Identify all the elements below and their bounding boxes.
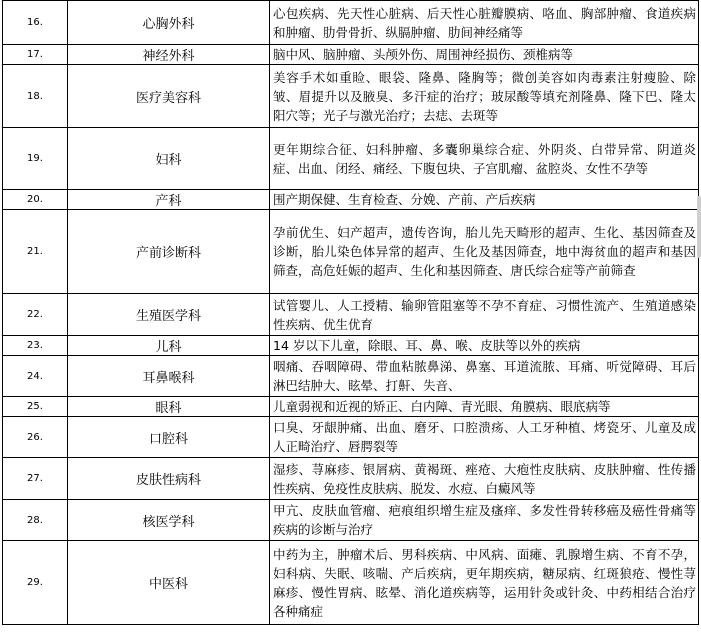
row-number: 25.	[3, 397, 68, 417]
row-number: 24.	[3, 356, 68, 397]
department-scope: 甲亢、皮肤血管瘤、疤痕组织增生症及瘙痒、多发性骨转移癌及癌性骨痛等疾病的诊断与治疗	[270, 500, 699, 541]
row-number: 22.	[3, 294, 68, 336]
table-row	[3, 294, 699, 336]
department-name: 儿科	[68, 336, 270, 356]
scrollbar[interactable]	[697, 196, 701, 258]
table-row	[3, 417, 699, 458]
row-number: 27.	[3, 458, 68, 500]
department-name: 产科	[68, 190, 270, 210]
table-row	[3, 356, 699, 397]
department-scope: 美容手术如重睑、眼袋、隆鼻、隆胸等；微创美容如肉毒素注射瘦脸、除皱、眉提升以及腋臭、多汗症的治疗；玻尿酸等填充剂隆鼻、隆下巴、隆太阳穴等；光子与激光治疗；去痣、去斑等	[270, 65, 699, 128]
row-number: 21.	[3, 210, 68, 294]
department-table	[2, 0, 699, 625]
department-name: 医疗美容科	[68, 65, 270, 128]
department-name: 产前诊断科	[68, 210, 270, 294]
row-number: 16.	[3, 1, 68, 45]
department-scope: 14 岁以下儿童，除眼、耳、鼻、喉、皮肤等以外的疾病	[270, 336, 699, 356]
row-number: 28.	[3, 500, 68, 541]
row-number: 29.	[3, 541, 68, 625]
table-row	[3, 397, 699, 417]
department-scope: 咽痛、吞咽障碍、带血粘脓鼻涕、鼻塞、耳道流脓、耳痛、听觉障碍、耳后淋巴结肿大、眩晕、打鼾、失音、	[270, 356, 699, 397]
row-number: 26.	[3, 417, 68, 458]
department-scope: 口臭、牙龈肿痛、出血、磨牙、口腔溃疡、人工牙种植、烤瓷牙、儿童及成人正畸治疗、唇腭裂等	[270, 417, 699, 458]
table-row	[3, 500, 699, 541]
department-name: 心胸外科	[68, 1, 270, 45]
department-name: 口腔科	[68, 417, 270, 458]
department-scope: 中药为主，肿瘤术后、男科疾病、中风病、面瘫、乳腺增生病、不育不孕，妇科病、失眠、咳喘、产后疾病，更年期疾病，糖尿病、红斑狼疮、慢性荨麻疹、慢性胃病、眩晕、消化道疾病等，运用针灸或针灸、中药相结合治疗各种痛症	[270, 541, 699, 625]
row-number: 23.	[3, 336, 68, 356]
department-scope: 围产期保健、生育检查、分娩、产前、产后疾病	[270, 190, 699, 210]
department-name: 生殖医学科	[68, 294, 270, 336]
department-name: 眼科	[68, 397, 270, 417]
department-name: 耳鼻喉科	[68, 356, 270, 397]
table-row	[3, 210, 699, 294]
table-row	[3, 1, 699, 45]
row-number: 17.	[3, 45, 68, 65]
table-row	[3, 65, 699, 128]
table-row	[3, 458, 699, 500]
row-number: 20.	[3, 190, 68, 210]
department-name: 妇科	[68, 128, 270, 190]
row-number: 18.	[3, 65, 68, 128]
table-row	[3, 541, 699, 625]
department-name: 中医科	[68, 541, 270, 625]
department-scope: 试管婴儿、人工授精、输卵管阻塞等不孕不育症、习惯性流产、生殖道感染性疾病、优生优育	[270, 294, 699, 336]
department-name: 神经外科	[68, 45, 270, 65]
department-scope: 孕前优生、妇产超声，遗传咨询，胎儿先天畸形的超声、生化、基因筛查及诊断，胎儿染色体异常的超声、生化及基因筛查，地中海贫血的超声和基因筛查，高危妊娠的超声、生化和基因筛查、唐氏综合症等产前筛查	[270, 210, 699, 294]
department-name: 皮肤性病科	[68, 458, 270, 500]
department-scope: 心包疾病、先天性心脏病、后天性心脏瓣膜病、咯血、胸部肿瘤、食道疾病和肿瘤、肋骨骨折、纵膈肿瘤、肋间神经痛等	[270, 1, 699, 45]
department-scope: 儿童弱视和近视的矫正、白内障、青光眼、角膜病、眼底病等	[270, 397, 699, 417]
row-number: 19.	[3, 128, 68, 190]
department-name: 核医学科	[68, 500, 270, 541]
department-scope: 更年期综合征、妇科肿瘤、多囊卵巢综合症、外阴炎、白带异常、阴道炎症、出血、闭经、痛经、下腹包块、子宫肌瘤、盆腔炎、女性不孕等	[270, 128, 699, 190]
department-scope: 脑中风、脑肿瘤、头颅外伤、周围神经损伤、颈椎病等	[270, 45, 699, 65]
table-row	[3, 45, 699, 65]
table-row	[3, 128, 699, 190]
table-row	[3, 336, 699, 356]
table-row	[3, 190, 699, 210]
department-scope: 湿疹、荨麻疹、银屑病、黄褐斑、痤疮、大疱性皮肤病、皮肤肿瘤、性传播性疾病、免疫性皮肤病、脱发、水痘、白癜风等	[270, 458, 699, 500]
